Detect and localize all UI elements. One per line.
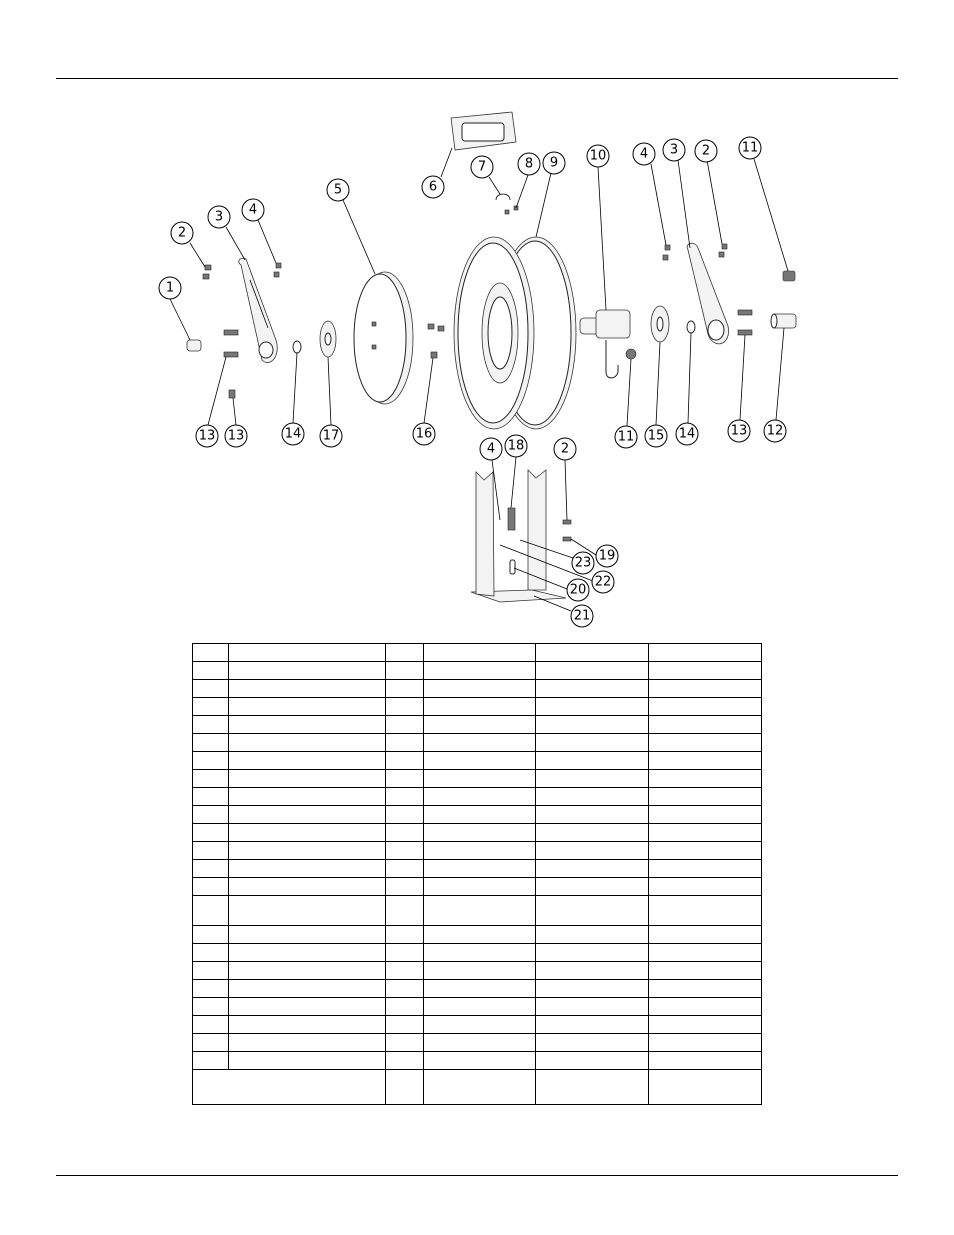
table-cell — [649, 842, 762, 860]
callout-label: 19 — [598, 548, 616, 564]
table-cell — [536, 698, 649, 716]
table-cell — [536, 944, 649, 962]
table-cell — [386, 716, 424, 734]
callout-label: 13 — [198, 428, 216, 444]
table-cell — [536, 878, 649, 896]
table-row — [193, 1034, 762, 1052]
table-cell — [193, 860, 229, 878]
table-cell — [649, 752, 762, 770]
table-cell — [424, 644, 536, 662]
callout-18 — [505, 435, 527, 457]
part-bolts-16 — [428, 324, 444, 358]
callout-4b — [633, 143, 655, 165]
table-cell — [386, 644, 424, 662]
table-cell — [386, 944, 424, 962]
table-cell — [193, 698, 229, 716]
callout-label: 4 — [248, 202, 258, 218]
table-cell — [386, 752, 424, 770]
table-cell — [386, 680, 424, 698]
table-cell — [386, 962, 424, 980]
table-cell — [649, 770, 762, 788]
part-reel-drum — [454, 237, 576, 429]
table-cell — [536, 1052, 649, 1070]
table-cell — [386, 1016, 424, 1034]
callout-3b — [663, 139, 685, 161]
table-cell — [424, 698, 536, 716]
table-cell — [424, 716, 536, 734]
callout-label: 12 — [766, 423, 784, 439]
table-cell — [536, 1034, 649, 1052]
part-swivel — [580, 310, 630, 378]
table-row — [193, 752, 762, 770]
part-washer-left — [293, 341, 301, 353]
table-cell — [536, 662, 649, 680]
table-cell — [193, 1034, 229, 1052]
table-cell — [386, 1052, 424, 1070]
table-footer-row — [193, 1070, 762, 1105]
table-cell — [193, 1052, 229, 1070]
table-cell — [229, 806, 386, 824]
callout-20 — [567, 579, 589, 601]
table-row — [193, 806, 762, 824]
callout-label: 8 — [524, 156, 534, 172]
table-cell — [649, 1070, 762, 1105]
table-cell — [424, 806, 536, 824]
table-cell — [386, 734, 424, 752]
table-cell — [229, 788, 386, 806]
table-cell — [229, 734, 386, 752]
table-cell — [649, 734, 762, 752]
callout-label: 7 — [477, 159, 487, 175]
callout-3a — [208, 206, 230, 228]
table-cell — [536, 806, 649, 824]
table-cell — [229, 1052, 386, 1070]
table-cell — [649, 926, 762, 944]
table-cell — [193, 806, 229, 824]
table-cell — [424, 662, 536, 680]
callout-2b — [695, 140, 717, 162]
callout-label: 4 — [639, 146, 649, 162]
table-cell — [536, 716, 649, 734]
table-cell — [536, 860, 649, 878]
table-row — [193, 716, 762, 734]
table-cell — [424, 896, 536, 926]
table-cell — [193, 680, 229, 698]
callout-label: 17 — [322, 428, 340, 444]
callout-label: 6 — [428, 179, 438, 195]
callout-label: 13 — [227, 428, 245, 444]
table-cell — [386, 896, 424, 926]
table-cell — [649, 896, 762, 926]
part-washer-right — [687, 321, 695, 333]
part-base-stand — [471, 470, 571, 602]
table-cell — [386, 998, 424, 1016]
table-cell — [649, 1016, 762, 1034]
callout-label: 3 — [214, 209, 224, 225]
callout-label: 18 — [507, 438, 525, 454]
table-cell — [649, 980, 762, 998]
table-cell — [424, 962, 536, 980]
table-cell — [193, 734, 229, 752]
table-cell — [193, 770, 229, 788]
table-cell — [424, 1052, 536, 1070]
callout-21 — [571, 605, 593, 627]
callout-label: 5 — [333, 182, 343, 198]
table-cell — [649, 824, 762, 842]
table-cell — [424, 1016, 536, 1034]
callout-label: 15 — [647, 428, 665, 444]
part-flange-left — [320, 321, 336, 357]
part-bolts-13-right — [738, 310, 752, 335]
callout-label: 4 — [486, 441, 496, 457]
table-cell — [229, 644, 386, 662]
table-cell — [386, 926, 424, 944]
table-cell — [193, 842, 229, 860]
table-cell — [424, 860, 536, 878]
table-cell — [193, 644, 229, 662]
table-row — [193, 644, 762, 662]
callout-9 — [543, 152, 565, 174]
callout-label: 23 — [574, 555, 592, 571]
table-cell — [649, 860, 762, 878]
table-cell — [424, 944, 536, 962]
part-arm-left — [239, 258, 278, 362]
table-row — [193, 896, 762, 926]
table-cell — [193, 824, 229, 842]
table-cell — [229, 752, 386, 770]
callout-14b — [676, 423, 698, 445]
table-row — [193, 1016, 762, 1034]
table-cell — [649, 806, 762, 824]
table-cell — [386, 842, 424, 860]
callout-17 — [320, 425, 342, 447]
callout-label: 9 — [549, 155, 559, 171]
table-cell — [229, 860, 386, 878]
table-cell — [229, 878, 386, 896]
table-cell — [386, 788, 424, 806]
table-cell — [536, 896, 649, 926]
table-cell — [536, 680, 649, 698]
callout-13a — [196, 425, 218, 447]
table-cell — [536, 752, 649, 770]
table-cell — [424, 980, 536, 998]
table-row — [193, 788, 762, 806]
table-cell — [193, 962, 229, 980]
callout-label: 14 — [678, 426, 696, 442]
table-cell — [386, 860, 424, 878]
part-disc — [354, 272, 413, 404]
table-cell — [424, 1034, 536, 1052]
table-row — [193, 1052, 762, 1070]
callout-label: 13 — [730, 423, 748, 439]
table-cell — [229, 998, 386, 1016]
part-inlet-fitting — [771, 314, 796, 328]
part-bracket-top — [451, 112, 516, 150]
table-row — [193, 980, 762, 998]
table-cell — [386, 1034, 424, 1052]
callout-1 — [159, 277, 181, 299]
callout-5 — [327, 179, 349, 201]
table-cell — [386, 662, 424, 680]
table-row — [193, 662, 762, 680]
table-cell — [649, 788, 762, 806]
table-cell — [424, 878, 536, 896]
table-cell — [229, 944, 386, 962]
table-row — [193, 860, 762, 878]
table-row — [193, 926, 762, 944]
part-u-bolt — [496, 194, 510, 200]
table-cell — [649, 1034, 762, 1052]
table-cell — [193, 1016, 229, 1034]
table-cell — [649, 680, 762, 698]
callout-label: 2 — [560, 441, 570, 457]
table-row — [193, 824, 762, 842]
callout-label: 14 — [284, 426, 302, 442]
table-cell — [193, 662, 229, 680]
table-cell — [193, 1070, 386, 1105]
callout-label: 10 — [589, 148, 607, 164]
table-cell — [229, 1016, 386, 1034]
table-cell — [229, 1034, 386, 1052]
table-cell — [424, 998, 536, 1016]
callout-label: 2 — [177, 225, 187, 241]
callout-label: 2 — [701, 143, 711, 159]
callout-label: 20 — [569, 582, 587, 598]
table-cell — [193, 980, 229, 998]
part-bolts-left — [203, 265, 211, 279]
table-cell — [424, 824, 536, 842]
callout-14a — [282, 423, 304, 445]
table-cell — [229, 698, 386, 716]
callout-23 — [572, 552, 594, 574]
callout-10 — [587, 145, 609, 167]
callout-4c — [480, 438, 502, 460]
table-cell — [649, 1052, 762, 1070]
table-cell — [193, 788, 229, 806]
table-row — [193, 734, 762, 752]
table-row — [193, 842, 762, 860]
table-cell — [229, 896, 386, 926]
table-cell — [229, 962, 386, 980]
table-cell — [193, 878, 229, 896]
callout-16 — [413, 423, 435, 445]
callout-11b — [615, 426, 637, 448]
table-cell — [536, 1016, 649, 1034]
part-flange-right — [651, 306, 669, 342]
callout-label: 16 — [415, 426, 433, 442]
table-cell — [229, 926, 386, 944]
table-cell — [536, 842, 649, 860]
callout-label: 22 — [594, 574, 612, 590]
table-cell — [649, 962, 762, 980]
callout-4a — [242, 199, 264, 221]
table-cell — [649, 662, 762, 680]
table-cell — [229, 662, 386, 680]
callout-11a — [739, 137, 761, 159]
callout-12 — [764, 420, 786, 442]
table-cell — [386, 1070, 424, 1105]
callout-label: 11 — [617, 429, 635, 445]
table-cell — [229, 980, 386, 998]
table-cell — [649, 644, 762, 662]
table-cell — [193, 998, 229, 1016]
parts-list-table — [192, 643, 762, 1105]
callout-label: 21 — [573, 608, 591, 624]
callout-2a — [171, 222, 193, 244]
table-cell — [229, 770, 386, 788]
table-cell — [229, 842, 386, 860]
table-cell — [386, 770, 424, 788]
table-cell — [424, 926, 536, 944]
part-nut-left — [274, 263, 281, 277]
table-row — [193, 944, 762, 962]
table-cell — [536, 824, 649, 842]
table-cell — [386, 806, 424, 824]
callout-13c — [728, 420, 750, 442]
table-cell — [386, 698, 424, 716]
table-cell — [536, 734, 649, 752]
table-cell — [536, 926, 649, 944]
callout-7 — [471, 156, 493, 178]
callout-label: 1 — [165, 280, 175, 296]
table-row — [193, 998, 762, 1016]
table-cell — [386, 878, 424, 896]
table-row — [193, 680, 762, 698]
part-end-cap — [187, 340, 201, 351]
callout-2c — [554, 438, 576, 460]
table-cell — [536, 980, 649, 998]
table-cell — [386, 980, 424, 998]
footer-rule — [56, 1175, 898, 1176]
table-cell — [536, 998, 649, 1016]
table-cell — [424, 734, 536, 752]
table-cell — [649, 944, 762, 962]
table-cell — [536, 788, 649, 806]
table-cell — [386, 824, 424, 842]
table-cell — [536, 644, 649, 662]
table-row — [193, 962, 762, 980]
table-cell — [193, 926, 229, 944]
table-cell — [424, 1070, 536, 1105]
table-cell — [536, 962, 649, 980]
table-cell — [229, 680, 386, 698]
table-cell — [193, 896, 229, 926]
table-cell — [649, 716, 762, 734]
table-cell — [193, 944, 229, 962]
table-cell — [193, 716, 229, 734]
table-cell — [536, 1070, 649, 1105]
table-row — [193, 878, 762, 896]
part-bolts-13-left — [224, 330, 238, 398]
callout-15 — [645, 425, 667, 447]
callout-8 — [518, 153, 540, 175]
callout-19 — [596, 545, 618, 567]
table-cell — [649, 878, 762, 896]
table-cell — [536, 770, 649, 788]
table-cell — [649, 998, 762, 1016]
table-cell — [424, 788, 536, 806]
table-row — [193, 698, 762, 716]
callout-13b — [225, 425, 247, 447]
callout-6 — [422, 176, 444, 198]
table-cell — [193, 752, 229, 770]
table-cell — [424, 842, 536, 860]
table-cell — [229, 716, 386, 734]
callout-label: 3 — [669, 142, 679, 158]
callout-label: 11 — [741, 140, 759, 156]
table-cell — [424, 680, 536, 698]
table-row — [193, 770, 762, 788]
table-cell — [424, 770, 536, 788]
table-cell — [229, 824, 386, 842]
table-cell — [424, 752, 536, 770]
callout-22 — [592, 571, 614, 593]
table-cell — [649, 698, 762, 716]
